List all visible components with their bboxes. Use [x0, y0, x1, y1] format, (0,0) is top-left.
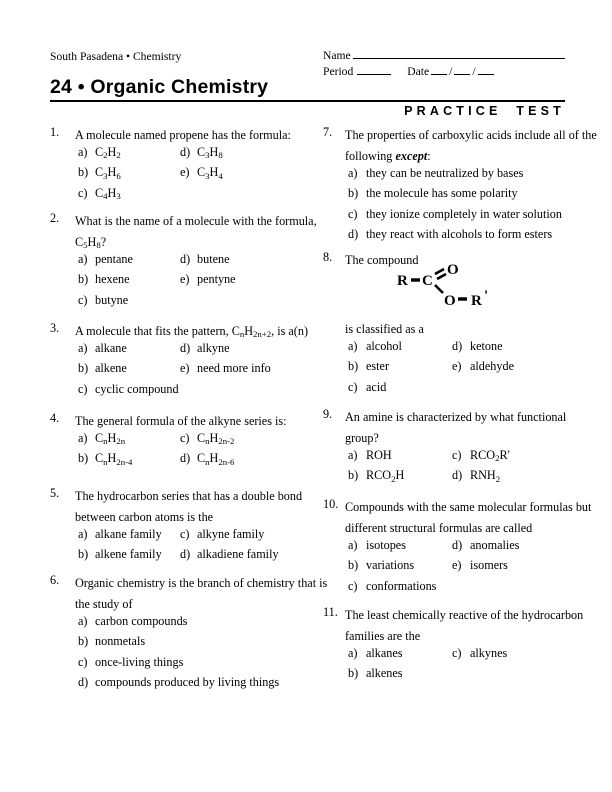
name-label: Name: [323, 49, 351, 62]
option-text: alkene: [95, 361, 127, 376]
option-letter: a): [78, 144, 88, 159]
period-blank: [357, 63, 391, 75]
option: [348, 224, 552, 245]
option-letter: a): [348, 645, 358, 660]
option-letter: c): [452, 447, 462, 462]
bond-c-o-double-1: [435, 269, 444, 274]
question-body: [75, 321, 332, 400]
option-text: alkyne family: [197, 526, 265, 541]
question-body: [75, 486, 332, 565]
option-letter: c): [78, 185, 88, 200]
question-text: An amine is characterized by what functional: [345, 410, 567, 424]
option-text: $C_nH_{2n}$: [95, 430, 126, 447]
question-number: 4.: [50, 411, 60, 425]
option: [180, 544, 279, 565]
option: [452, 465, 500, 486]
option-row: [348, 224, 575, 245]
name-row: [323, 47, 565, 63]
option: [180, 249, 230, 270]
page-title: 24 • Organic Chemistry: [50, 76, 269, 98]
option-row: [78, 142, 332, 163]
option-letter: b): [78, 547, 89, 562]
question-body: [345, 407, 575, 486]
option-letter: d): [452, 537, 463, 552]
option-row: [348, 336, 575, 357]
option: [452, 535, 519, 556]
option-text: ketone: [470, 338, 503, 353]
question-text: The compound: [345, 253, 419, 267]
ester-structure-diagram: [395, 261, 575, 315]
option-row: [78, 524, 332, 545]
question-text: What is the name of a molecule with the formula,: [75, 214, 317, 228]
question-7: [323, 125, 597, 245]
option: [180, 358, 271, 379]
option-text: alcohol: [366, 338, 402, 353]
title-rule: [50, 100, 565, 102]
option-row: [348, 555, 575, 576]
prime-mark: ': [484, 287, 489, 304]
option: [180, 428, 234, 449]
option: [348, 356, 452, 377]
option-text: $C_nH_{2n-6}$: [197, 451, 235, 467]
option-text: they can be neutralized by bases: [366, 165, 524, 180]
question-text: the study of: [75, 596, 133, 611]
option-text: anomalies: [470, 537, 520, 552]
option: [78, 672, 279, 693]
option: [452, 445, 510, 466]
option-text: compounds produced by living things: [95, 675, 280, 690]
option-row: [78, 379, 332, 400]
question-8: [323, 250, 575, 397]
option-letter: a): [78, 340, 88, 355]
option-text: nonmetals: [95, 634, 146, 649]
options: [345, 336, 575, 398]
option-text: acid: [366, 379, 387, 394]
question-body: [345, 125, 597, 245]
option-letter: e): [452, 359, 462, 374]
option-letter: b): [78, 361, 89, 376]
options: [75, 142, 332, 204]
option-text: conformations: [366, 578, 437, 593]
option-letter: a): [348, 447, 358, 462]
question-5: [50, 486, 332, 565]
option: [78, 544, 180, 565]
period-label: Period: [323, 64, 354, 78]
option-letter: a): [78, 613, 88, 628]
question-body: [75, 411, 332, 469]
option-text: $C_2H_2$: [95, 144, 121, 161]
option-text: variations: [366, 558, 415, 573]
question-number: 10.: [323, 497, 339, 511]
question-text: The least chemically reactive of the hydrocarbon: [345, 608, 584, 622]
option-row: [78, 290, 332, 311]
option: [78, 652, 183, 673]
options: [75, 249, 332, 311]
student-info-block: [323, 47, 565, 78]
option-letter: b): [348, 468, 359, 483]
option: [348, 535, 452, 556]
question-text: $C_5H_8$?: [75, 234, 107, 251]
option-text: alkane family: [95, 526, 162, 541]
option-letter: b): [78, 451, 89, 466]
date-blank: [454, 63, 470, 75]
period-date-row: [323, 63, 565, 79]
question-11: [323, 605, 584, 684]
option: [180, 142, 223, 163]
question-body: [75, 573, 332, 693]
option: [78, 524, 180, 545]
option-letter: b): [348, 558, 359, 573]
option: [78, 290, 128, 311]
option-text: alkynes: [470, 645, 508, 660]
question-text: The properties of carboxylic acids include all of the: [345, 128, 597, 142]
option: [452, 555, 508, 576]
option: [348, 336, 452, 357]
option: [180, 162, 223, 183]
question-9: [323, 407, 575, 486]
option: [348, 445, 452, 466]
option-letter: a): [348, 165, 358, 180]
option-text: pentane: [95, 251, 133, 266]
option: [348, 183, 518, 204]
option-row: [78, 358, 332, 379]
option: [180, 269, 236, 290]
option: [78, 379, 179, 400]
option-text: ROH: [366, 447, 392, 462]
question-text: different structural formulas are called: [345, 520, 533, 535]
option-letter: b): [78, 272, 89, 287]
course-heading: South Pasadena • Chemistry: [50, 50, 182, 63]
question-6: [50, 573, 332, 693]
option-text: alkanes: [366, 645, 403, 660]
option: [348, 643, 452, 664]
atom-r-prime: R: [471, 292, 482, 309]
option-row: [78, 611, 332, 632]
option-row: [348, 183, 575, 204]
option-row: [348, 445, 575, 466]
option-text: hexene: [95, 272, 130, 287]
options: [345, 163, 575, 245]
option-letter: a): [78, 430, 88, 445]
option-letter: e): [180, 272, 190, 287]
option: [348, 663, 403, 684]
option-text: $RCO_2H$: [366, 468, 405, 484]
option: [78, 162, 180, 183]
option-letter: c): [452, 645, 462, 660]
option-text: $C_3H_8$: [197, 144, 223, 161]
option: [78, 183, 121, 204]
question-number: 8.: [323, 250, 333, 264]
option-text: $C_3H_6$: [95, 165, 121, 181]
question-number: 11.: [323, 605, 338, 619]
question-1: [50, 125, 332, 204]
option-text: once-living things: [95, 654, 184, 669]
question-text: The general formula of the alkyne series is:: [75, 414, 287, 428]
option-letter: c): [348, 206, 358, 221]
option-text: $C_3H_4$: [197, 165, 223, 181]
question-number: 1.: [50, 125, 60, 139]
question-10: [323, 497, 592, 596]
question-text: families are the: [345, 628, 421, 643]
question-text: is classified as a: [345, 321, 424, 336]
date-blank: [478, 63, 494, 75]
option-letter: e): [180, 165, 190, 180]
option: [78, 269, 180, 290]
option: [452, 336, 503, 357]
question-number: 2.: [50, 211, 60, 225]
option-text: isomers: [470, 558, 508, 573]
bond-c-o-double-2: [437, 274, 446, 279]
option-text: $RNH_2$: [470, 468, 501, 484]
question-text: following except:: [345, 148, 431, 163]
question-body: [75, 211, 332, 310]
question-4: [50, 411, 332, 469]
option-row: [348, 163, 575, 184]
name-blank: [353, 47, 565, 59]
option-letter: d): [452, 338, 463, 353]
option-letter: a): [78, 251, 88, 266]
option-row: [78, 162, 332, 183]
option-letter: e): [180, 361, 190, 376]
option-letter: e): [452, 558, 462, 573]
option-letter: a): [348, 537, 358, 552]
question-text: The hydrocarbon series that has a double bond: [75, 489, 303, 503]
question-number: 9.: [323, 407, 333, 421]
option-letter: a): [78, 526, 88, 541]
bond-c-o-single: [435, 285, 443, 293]
option-text: $C_nH_{2n-4}$: [95, 451, 133, 467]
option: [78, 631, 145, 652]
option-row: [78, 631, 332, 652]
option-text: aldehyde: [470, 359, 514, 374]
option-text: $C_nH_{2n-2}$: [197, 430, 235, 447]
options: [75, 428, 332, 469]
option-letter: d): [452, 468, 463, 483]
option-row: [78, 249, 332, 270]
option-letter: d): [180, 340, 191, 355]
option-letter: d): [348, 227, 359, 242]
question-text: Organic chemistry is the branch of chemistry that is: [75, 576, 328, 590]
option: [78, 249, 180, 270]
options: [345, 445, 575, 486]
practice-test-label: PRACTICE TEST: [404, 104, 565, 118]
question-text: group?: [345, 430, 379, 445]
option-row: [348, 465, 575, 486]
option-text: alkene family: [95, 547, 162, 562]
question-body: [345, 250, 575, 397]
option-letter: b): [348, 359, 359, 374]
option-letter: c): [78, 654, 88, 669]
options: [75, 338, 332, 400]
option-letter: a): [348, 338, 358, 353]
option: [78, 428, 180, 449]
option-row: [78, 269, 332, 290]
date-slash: /: [472, 64, 476, 78]
option-row: [78, 544, 332, 565]
date-label: Date: [407, 64, 430, 78]
atom-o-bottom: O: [444, 292, 456, 309]
option-letter: c): [348, 578, 358, 593]
option-text: isotopes: [366, 537, 406, 552]
question-number: 6.: [50, 573, 60, 587]
question-body: [345, 497, 592, 596]
atom-r: R: [397, 272, 408, 289]
option-text: ester: [366, 359, 390, 374]
question-number: 3.: [50, 321, 60, 335]
option: [348, 465, 452, 486]
option-letter: c): [180, 526, 190, 541]
date-slash: /: [449, 64, 453, 78]
option-text: pentyne: [197, 272, 236, 287]
option-text: alkane: [95, 340, 127, 355]
option-text: $C_4H_3$: [95, 185, 121, 202]
option: [348, 377, 386, 398]
question-text: A molecule named propene has the formula:: [75, 128, 291, 142]
option-text: alkyne: [197, 340, 230, 355]
options: [75, 611, 332, 693]
question-body: [75, 125, 332, 204]
option-row: [348, 663, 575, 684]
option-row: [78, 672, 332, 693]
option-row: [348, 377, 575, 398]
option-letter: b): [348, 666, 359, 681]
option-row: [348, 535, 575, 556]
option: [452, 643, 507, 664]
question-body: [345, 605, 584, 684]
option-letter: b): [348, 186, 359, 201]
option-row: [348, 356, 575, 377]
options: [345, 643, 575, 684]
option-text: butene: [197, 251, 230, 266]
option-letter: c): [78, 292, 88, 307]
option-text: the molecule has some polarity: [366, 186, 518, 201]
option: [78, 448, 180, 469]
question-number: 7.: [323, 125, 333, 139]
option-text: carbon compounds: [95, 613, 188, 628]
option-text: they react with alcohols to form esters: [366, 227, 553, 242]
option-letter: d): [78, 675, 89, 690]
option-letter: b): [78, 165, 89, 180]
atom-o-top: O: [447, 261, 459, 278]
option: [348, 204, 562, 225]
option-letter: c): [180, 430, 190, 445]
option-letter: c): [78, 381, 88, 396]
option: [180, 448, 234, 469]
option-text: alkadiene family: [197, 547, 279, 562]
option: [78, 611, 187, 632]
options: [75, 524, 332, 565]
option-letter: d): [180, 451, 191, 466]
option-letter: d): [180, 251, 191, 266]
option-text: cyclic compound: [95, 381, 179, 396]
question-text: Compounds with the same molecular formulas but: [345, 500, 592, 514]
question-2: [50, 211, 332, 310]
option-letter: d): [180, 547, 191, 562]
question-text: A molecule that fits the pattern, $C_nH_{2n+2}$, is a(n): [75, 324, 309, 340]
option: [78, 358, 180, 379]
option-row: [348, 643, 575, 664]
option-letter: c): [348, 379, 358, 394]
option-text: they ionize completely in water solution: [366, 206, 562, 221]
option: [348, 163, 523, 184]
options: [345, 535, 575, 597]
option-text: alkenes: [366, 666, 403, 681]
atom-c: C: [422, 272, 433, 289]
option: [348, 576, 436, 597]
question-number: 5.: [50, 486, 60, 500]
option: [78, 142, 180, 163]
option-row: [78, 183, 332, 204]
date-blank: [431, 63, 447, 75]
option: [452, 356, 514, 377]
option-row: [78, 448, 332, 469]
option-text: need more info: [197, 361, 271, 376]
option-text: butyne: [95, 292, 129, 307]
option-row: [348, 576, 575, 597]
option-row: [78, 428, 332, 449]
question-text: between carbon atoms is the: [75, 509, 214, 524]
option-letter: b): [78, 634, 89, 649]
option: [180, 338, 230, 359]
option: [348, 555, 452, 576]
option: [180, 524, 264, 545]
option-row: [348, 204, 575, 225]
option-letter: d): [180, 144, 191, 159]
question-3: [50, 321, 332, 400]
option-row: [78, 652, 332, 673]
option: [78, 338, 180, 359]
option-text: $RCO_2R'$: [470, 447, 510, 464]
